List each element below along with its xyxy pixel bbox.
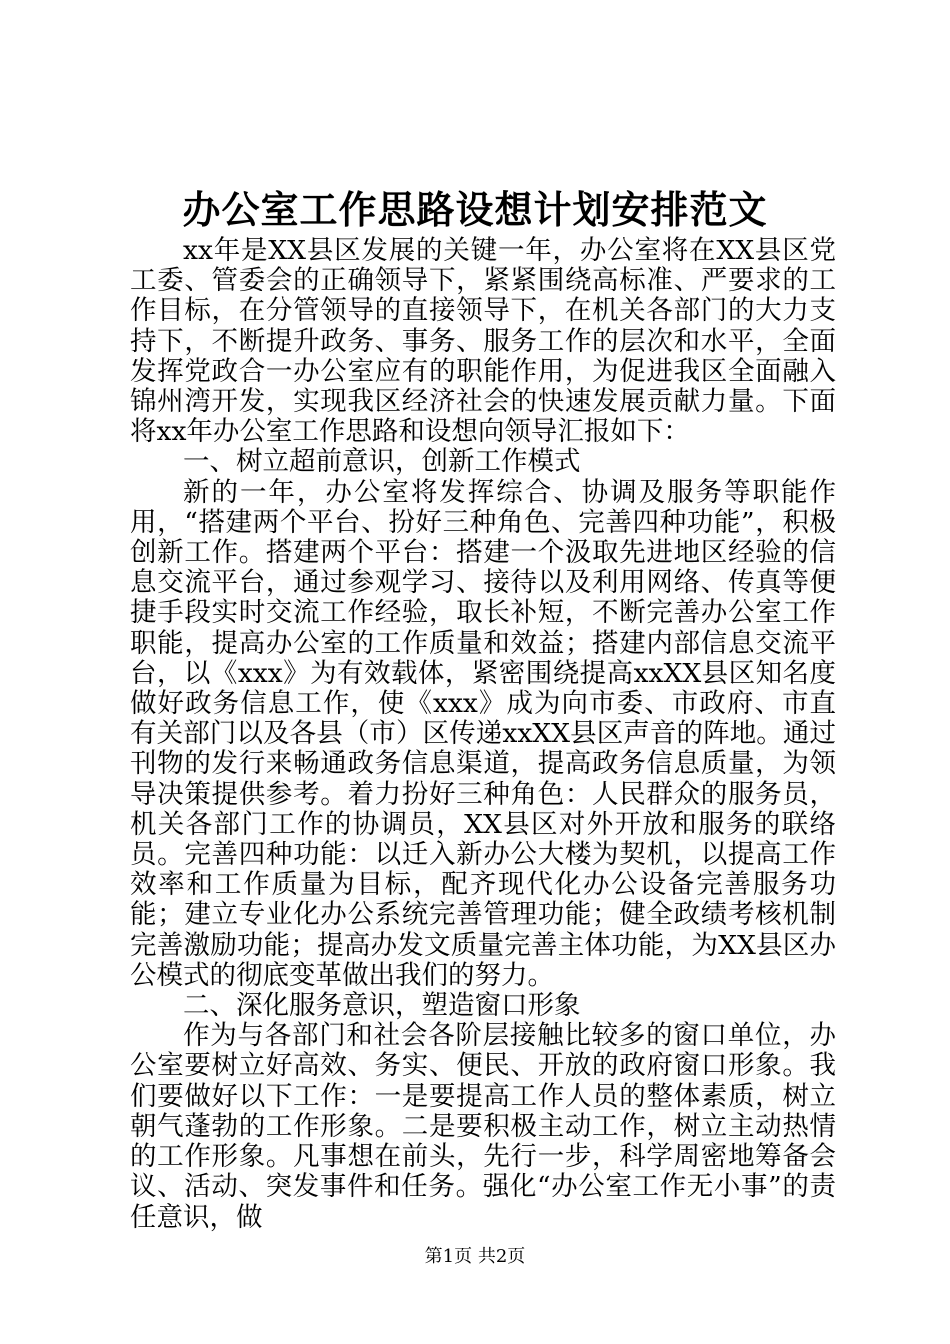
page-number-footer: 第1页 共2页: [424, 1246, 526, 1267]
section-heading-2: 二、深化服务意识，塑造窗口形象: [183, 990, 581, 1022]
document-body: [130, 236, 836, 1233]
section-heading-1: 一、树立超前意识，创新工作模式: [183, 446, 581, 478]
document-title: 办公室工作思路设想计划安排范文: [182, 187, 768, 232]
section-1-paragraph: 新的一年，办公室将发挥综合、协调及服务等职能作用，“搭建两个平台、扮好三种角色、完善四种功能”，积极创新工作。搭建两个平台：搭建一个汲取先进地区经验的信息交流平台，通过参观学习、接待以及利用网络、传真等便捷手段实时交流工作经验，取长补短，不断完善办公室工作职能，提高办公室的工作质量和效益；搭建内部信息交流平台，以《xxx》为有效载体，紧密围绕提高xxXX县区知名度做好政务信息工作，使《xxx》成为向市委、市政府、市直有关部门以及各县（市）区传递xxXX县区声音的阵地。通过刊物的发行来畅通政务信息渠道，提高政务信息质量，为领导决策提供参考。着力扮好三种角色：人民群众的服务员，机关各部门工作的协调员，XX县区对外开放和服务的联络员。完善四种功能：以迁入新办公大楼为契机，以提高工作效率和工作质量为目标，配齐现代化办公设备完善服务功能；建立专业化办公系统完善管理功能；健全政绩考核机制完善激励功能；提高办发文质量完善主体功能，为XX县区办公模式的彻底变革做出我们的努力。: [130, 476, 836, 991]
section-2-paragraph: 作为与各部门和社会各阶层接触比较多的窗口单位，办公室要树立好高效、务实、便民、开放的政府窗口形象。我们要做好以下工作：一是要提高工作人员的整体素质，树立朝气蓬勃的工作形象。二是要积极主动工作，树立主动热情的工作形象。凡事想在前头，先行一步，科学周密地筹备会议、活动、突发事件和任务。强化“办公室工作无小事”的责任意识，做: [130, 1020, 836, 1233]
intro-paragraph: xx年是XX县区发展的关键一年，办公室将在XX县区党工委、管委会的正确领导下，紧紧围绕高标准、严要求的工作目标，在分管领导的直接领导下，在机关各部门的大力支持下，不断提升政务、事务、服务工作的层次和水平，全面发挥党政合一办公室应有的职能作用，为促进我区全面融入锦州湾开发，实现我区经济社会的快速发展贡献力量。下面将xx年办公室工作思路和设想向领导汇报如下：: [130, 235, 836, 448]
